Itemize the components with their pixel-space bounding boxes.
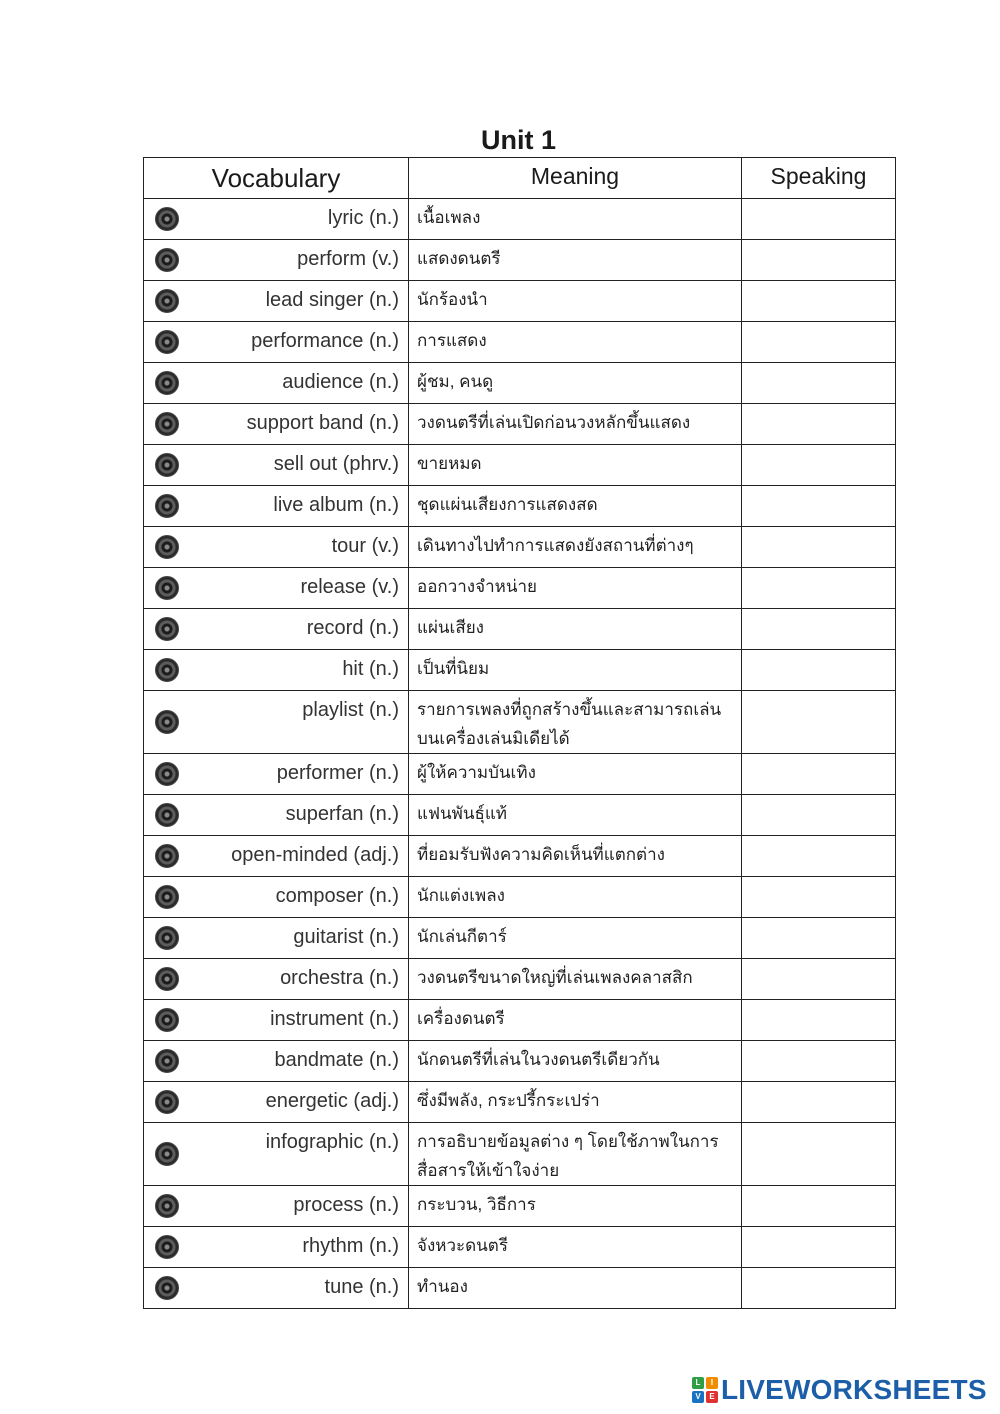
table-header-row (144, 158, 896, 199)
speaking-cell[interactable] (742, 1227, 896, 1268)
meaning-cell (409, 959, 742, 1000)
vocab-cell (144, 404, 409, 445)
vocab-word: orchestra (n.) (280, 967, 399, 989)
vocab-meaning: กระบวน, วิธีการ (417, 1195, 536, 1214)
vocab-meaning: นักร้องนำ (417, 290, 488, 309)
vocab-meaning: แสดงดนตรี (417, 249, 501, 268)
meaning-cell (409, 1227, 742, 1268)
vocab-cell (144, 836, 409, 877)
vocab-meaning: การแสดง (417, 331, 487, 350)
vocab-meaning: ซึ่งมีพลัง, กระปรี้กระเปร่า (417, 1091, 600, 1110)
worksheet-title: Unit 1 (480, 125, 556, 155)
meaning-cell (409, 1041, 742, 1082)
vocab-meaning: ผู้ชม, คนดู (417, 372, 494, 391)
vocab-meaning: เดินทางไปทำการแสดงยังสถานที่ต่างๆ (417, 536, 694, 555)
liveworksheets-brand (692, 1373, 987, 1407)
vocab-row (144, 918, 896, 959)
vocab-cell (144, 918, 409, 959)
speaker-audio-icon[interactable] (155, 710, 179, 734)
vocab-row (144, 281, 896, 322)
vocab-row (144, 609, 896, 650)
vocab-row (144, 199, 896, 240)
meaning-cell (409, 240, 742, 281)
liveworksheets-wordmark: LIVEWORKSHEETS (721, 1374, 987, 1405)
vocab-meaning: ที่ยอมรับฟังความคิดเห็นที่แตกต่าง (417, 845, 665, 864)
vocab-word: lyric (n.) (327, 207, 399, 229)
speaker-audio-icon[interactable] (155, 207, 179, 231)
speaker-audio-icon[interactable] (155, 1194, 179, 1218)
speaker-audio-icon[interactable] (155, 803, 179, 827)
vocab-row (144, 959, 896, 1000)
meaning-cell (409, 445, 742, 486)
meaning-cell (409, 404, 742, 445)
vocab-row (144, 650, 896, 691)
vocab-cell (144, 363, 409, 404)
vocab-cell (144, 1186, 409, 1227)
vocab-cell (144, 691, 409, 754)
speaker-audio-icon[interactable] (155, 412, 179, 436)
speaker-audio-icon[interactable] (155, 926, 179, 950)
vocab-row (144, 322, 896, 363)
vocab-row (144, 363, 896, 404)
speaker-audio-icon[interactable] (155, 494, 179, 518)
speaker-audio-icon[interactable] (155, 1142, 179, 1166)
vocab-cell (144, 281, 409, 322)
speaker-audio-icon[interactable] (155, 1049, 179, 1073)
speaking-cell[interactable] (742, 836, 896, 877)
speaking-cell[interactable] (742, 240, 896, 281)
vocab-meaning: ทำนอง (417, 1277, 468, 1296)
speaker-audio-icon[interactable] (155, 330, 179, 354)
vocab-row (144, 527, 896, 568)
vocab-meaning: ผู้ให้ความบันเทิง (417, 763, 536, 782)
speaking-cell[interactable] (742, 527, 896, 568)
speaking-cell[interactable] (742, 363, 896, 404)
speaker-audio-icon[interactable] (155, 453, 179, 477)
vocab-row (144, 1227, 896, 1268)
speaker-audio-icon[interactable] (155, 617, 179, 641)
vocab-row (144, 877, 896, 918)
logo-letter: L (692, 1377, 704, 1389)
vocab-meaning: ออกวางจำหน่าย (417, 577, 537, 596)
vocab-row (144, 1268, 896, 1309)
speaking-cell[interactable] (742, 281, 896, 322)
speaker-audio-icon[interactable] (155, 576, 179, 600)
meaning-cell (409, 486, 742, 527)
meaning-cell (409, 754, 742, 795)
vocab-meaning: ชุดแผ่นเสียงการแสดงสด (417, 495, 598, 514)
vocab-cell (144, 199, 409, 240)
meaning-cell (409, 1186, 742, 1227)
vocab-word: superfan (n.) (285, 803, 399, 825)
vocab-meaning: รายการเพลงที่ถูกสร้างขึ้นและสามารถเล่น บนเครื่องเล่นมิเดียได้ (417, 700, 722, 748)
speaker-audio-icon[interactable] (155, 248, 179, 272)
speaking-cell[interactable] (742, 918, 896, 959)
vocab-cell (144, 568, 409, 609)
vocabulary-header: Vocabulary (144, 158, 409, 199)
vocab-meaning: นักดนตรีที่เล่นในวงดนตรีเดียวกัน (417, 1050, 660, 1069)
vocab-cell (144, 1000, 409, 1041)
vocab-cell (144, 1123, 409, 1186)
vocab-row (144, 486, 896, 527)
vocab-row (144, 1123, 896, 1186)
vocab-meaning: เนื้อเพลง (417, 208, 481, 227)
vocab-word: instrument (n.) (270, 1008, 399, 1030)
vocab-word: energetic (adj.) (265, 1090, 399, 1112)
speaking-header: Speaking (742, 158, 896, 199)
speaking-cell[interactable] (742, 795, 896, 836)
speaking-cell[interactable] (742, 1082, 896, 1123)
speaker-audio-icon[interactable] (155, 289, 179, 313)
vocab-cell (144, 754, 409, 795)
vocab-word: hit (n.) (342, 658, 399, 680)
speaking-cell[interactable] (742, 486, 896, 527)
logo-letter: V (692, 1391, 704, 1403)
vocab-meaning: วงดนตรีขนาดใหญ่ที่เล่นเพลงคลาสสิก (417, 968, 693, 987)
vocab-word: record (n.) (306, 617, 399, 639)
speaking-cell[interactable] (742, 568, 896, 609)
vocab-row (144, 445, 896, 486)
vocab-cell (144, 322, 409, 363)
vocab-cell (144, 1268, 409, 1309)
meaning-cell (409, 918, 742, 959)
meaning-cell (409, 877, 742, 918)
vocabulary-table (143, 157, 896, 1309)
vocab-row (144, 691, 896, 754)
meaning-cell (409, 1000, 742, 1041)
speaking-cell[interactable] (742, 404, 896, 445)
vocab-meaning: วงดนตรีที่เล่นเปิดก่อนวงหลักขึ้นแสดง (417, 413, 691, 432)
vocab-row (144, 1082, 896, 1123)
vocab-word: performance (n.) (251, 330, 399, 352)
vocab-cell (144, 486, 409, 527)
speaking-cell[interactable] (742, 754, 896, 795)
meaning-cell (409, 609, 742, 650)
vocab-cell (144, 959, 409, 1000)
speaking-cell[interactable] (742, 959, 896, 1000)
vocab-cell (144, 1082, 409, 1123)
speaking-cell[interactable] (742, 1268, 896, 1309)
vocab-word: playlist (n.) (302, 699, 399, 721)
vocab-meaning: ขายหมด (417, 454, 482, 473)
vocab-word: composer (n.) (275, 885, 399, 907)
vocab-meaning: จังหวะดนตรี (417, 1236, 508, 1255)
vocab-word: infographic (n.) (265, 1131, 399, 1153)
vocab-row (144, 836, 896, 877)
meaning-cell (409, 281, 742, 322)
vocab-cell (144, 877, 409, 918)
vocab-word: bandmate (n.) (274, 1049, 399, 1071)
meaning-cell (409, 363, 742, 404)
speaking-cell[interactable] (742, 1123, 896, 1186)
meaning-cell (409, 1268, 742, 1309)
vocab-row (144, 240, 896, 281)
vocab-meaning: นักแต่งเพลง (417, 886, 505, 905)
speaking-cell[interactable] (742, 609, 896, 650)
vocab-meaning: การอธิบายข้อมูลต่าง ๆ โดยใช้ภาพในการ สื่อสารให้เข้าใจง่าย (417, 1132, 719, 1180)
vocab-cell (144, 650, 409, 691)
speaking-cell[interactable] (742, 691, 896, 754)
speaker-audio-icon[interactable] (155, 967, 179, 991)
speaker-audio-icon[interactable] (155, 658, 179, 682)
vocab-cell (144, 795, 409, 836)
speaker-audio-icon[interactable] (155, 1008, 179, 1032)
meaning-cell (409, 691, 742, 754)
speaking-cell[interactable] (742, 445, 896, 486)
speaking-cell[interactable] (742, 1041, 896, 1082)
vocab-word: lead singer (n.) (265, 289, 399, 311)
vocab-word: performer (n.) (276, 762, 399, 784)
speaker-audio-icon[interactable] (155, 371, 179, 395)
speaker-audio-icon[interactable] (155, 762, 179, 786)
speaker-audio-icon[interactable] (155, 1276, 179, 1300)
vocab-row (144, 1000, 896, 1041)
vocab-cell (144, 527, 409, 568)
liveworksheets-logo-icon (692, 1377, 718, 1403)
speaking-cell[interactable] (742, 650, 896, 691)
meaning-cell (409, 1123, 742, 1186)
logo-letter: I (706, 1377, 718, 1389)
speaker-audio-icon[interactable] (155, 885, 179, 909)
speaking-cell[interactable] (742, 322, 896, 363)
meaning-header: Meaning (409, 158, 742, 199)
vocab-cell (144, 1227, 409, 1268)
vocab-word: open-minded (adj.) (231, 844, 399, 866)
meaning-cell (409, 650, 742, 691)
vocab-word: process (n.) (293, 1194, 399, 1216)
meaning-cell (409, 1082, 742, 1123)
vocab-cell (144, 609, 409, 650)
meaning-cell (409, 527, 742, 568)
vocab-meaning: เป็นที่นิยม (417, 659, 490, 678)
vocab-row (144, 1041, 896, 1082)
vocab-word: support band (n.) (246, 412, 399, 434)
meaning-cell (409, 568, 742, 609)
meaning-cell (409, 836, 742, 877)
speaking-cell[interactable] (742, 1186, 896, 1227)
vocab-word: sell out (phrv.) (273, 453, 399, 475)
speaking-cell[interactable] (742, 199, 896, 240)
meaning-cell (409, 322, 742, 363)
meaning-cell (409, 795, 742, 836)
vocab-meaning: แผ่นเสียง (417, 618, 484, 637)
vocab-word: rhythm (n.) (302, 1235, 399, 1257)
vocab-cell (144, 240, 409, 281)
vocab-cell (144, 445, 409, 486)
vocab-row (144, 754, 896, 795)
speaker-audio-icon[interactable] (155, 844, 179, 868)
meaning-cell (409, 199, 742, 240)
vocab-row (144, 568, 896, 609)
vocab-word: tour (v.) (331, 535, 399, 557)
logo-letter: E (706, 1391, 718, 1403)
vocab-cell (144, 1041, 409, 1082)
speaker-audio-icon[interactable] (155, 1235, 179, 1259)
vocab-word: release (v.) (300, 576, 399, 598)
speaking-cell[interactable] (742, 877, 896, 918)
vocab-word: audience (n.) (282, 371, 399, 393)
vocab-word: tune (n.) (324, 1276, 399, 1298)
speaker-audio-icon[interactable] (155, 535, 179, 559)
vocab-meaning: เครื่องดนตรี (417, 1009, 505, 1028)
vocab-row (144, 795, 896, 836)
vocab-word: perform (v.) (297, 248, 399, 270)
vocab-meaning: แฟนพันธุ์แท้ (417, 804, 507, 823)
speaking-cell[interactable] (742, 1000, 896, 1041)
vocab-word: live album (n.) (273, 494, 399, 516)
vocab-row (144, 404, 896, 445)
vocab-word: guitarist (n.) (293, 926, 399, 948)
speaker-audio-icon[interactable] (155, 1090, 179, 1114)
vocab-meaning: นักเล่นกีตาร์ (417, 927, 507, 946)
vocab-row (144, 1186, 896, 1227)
